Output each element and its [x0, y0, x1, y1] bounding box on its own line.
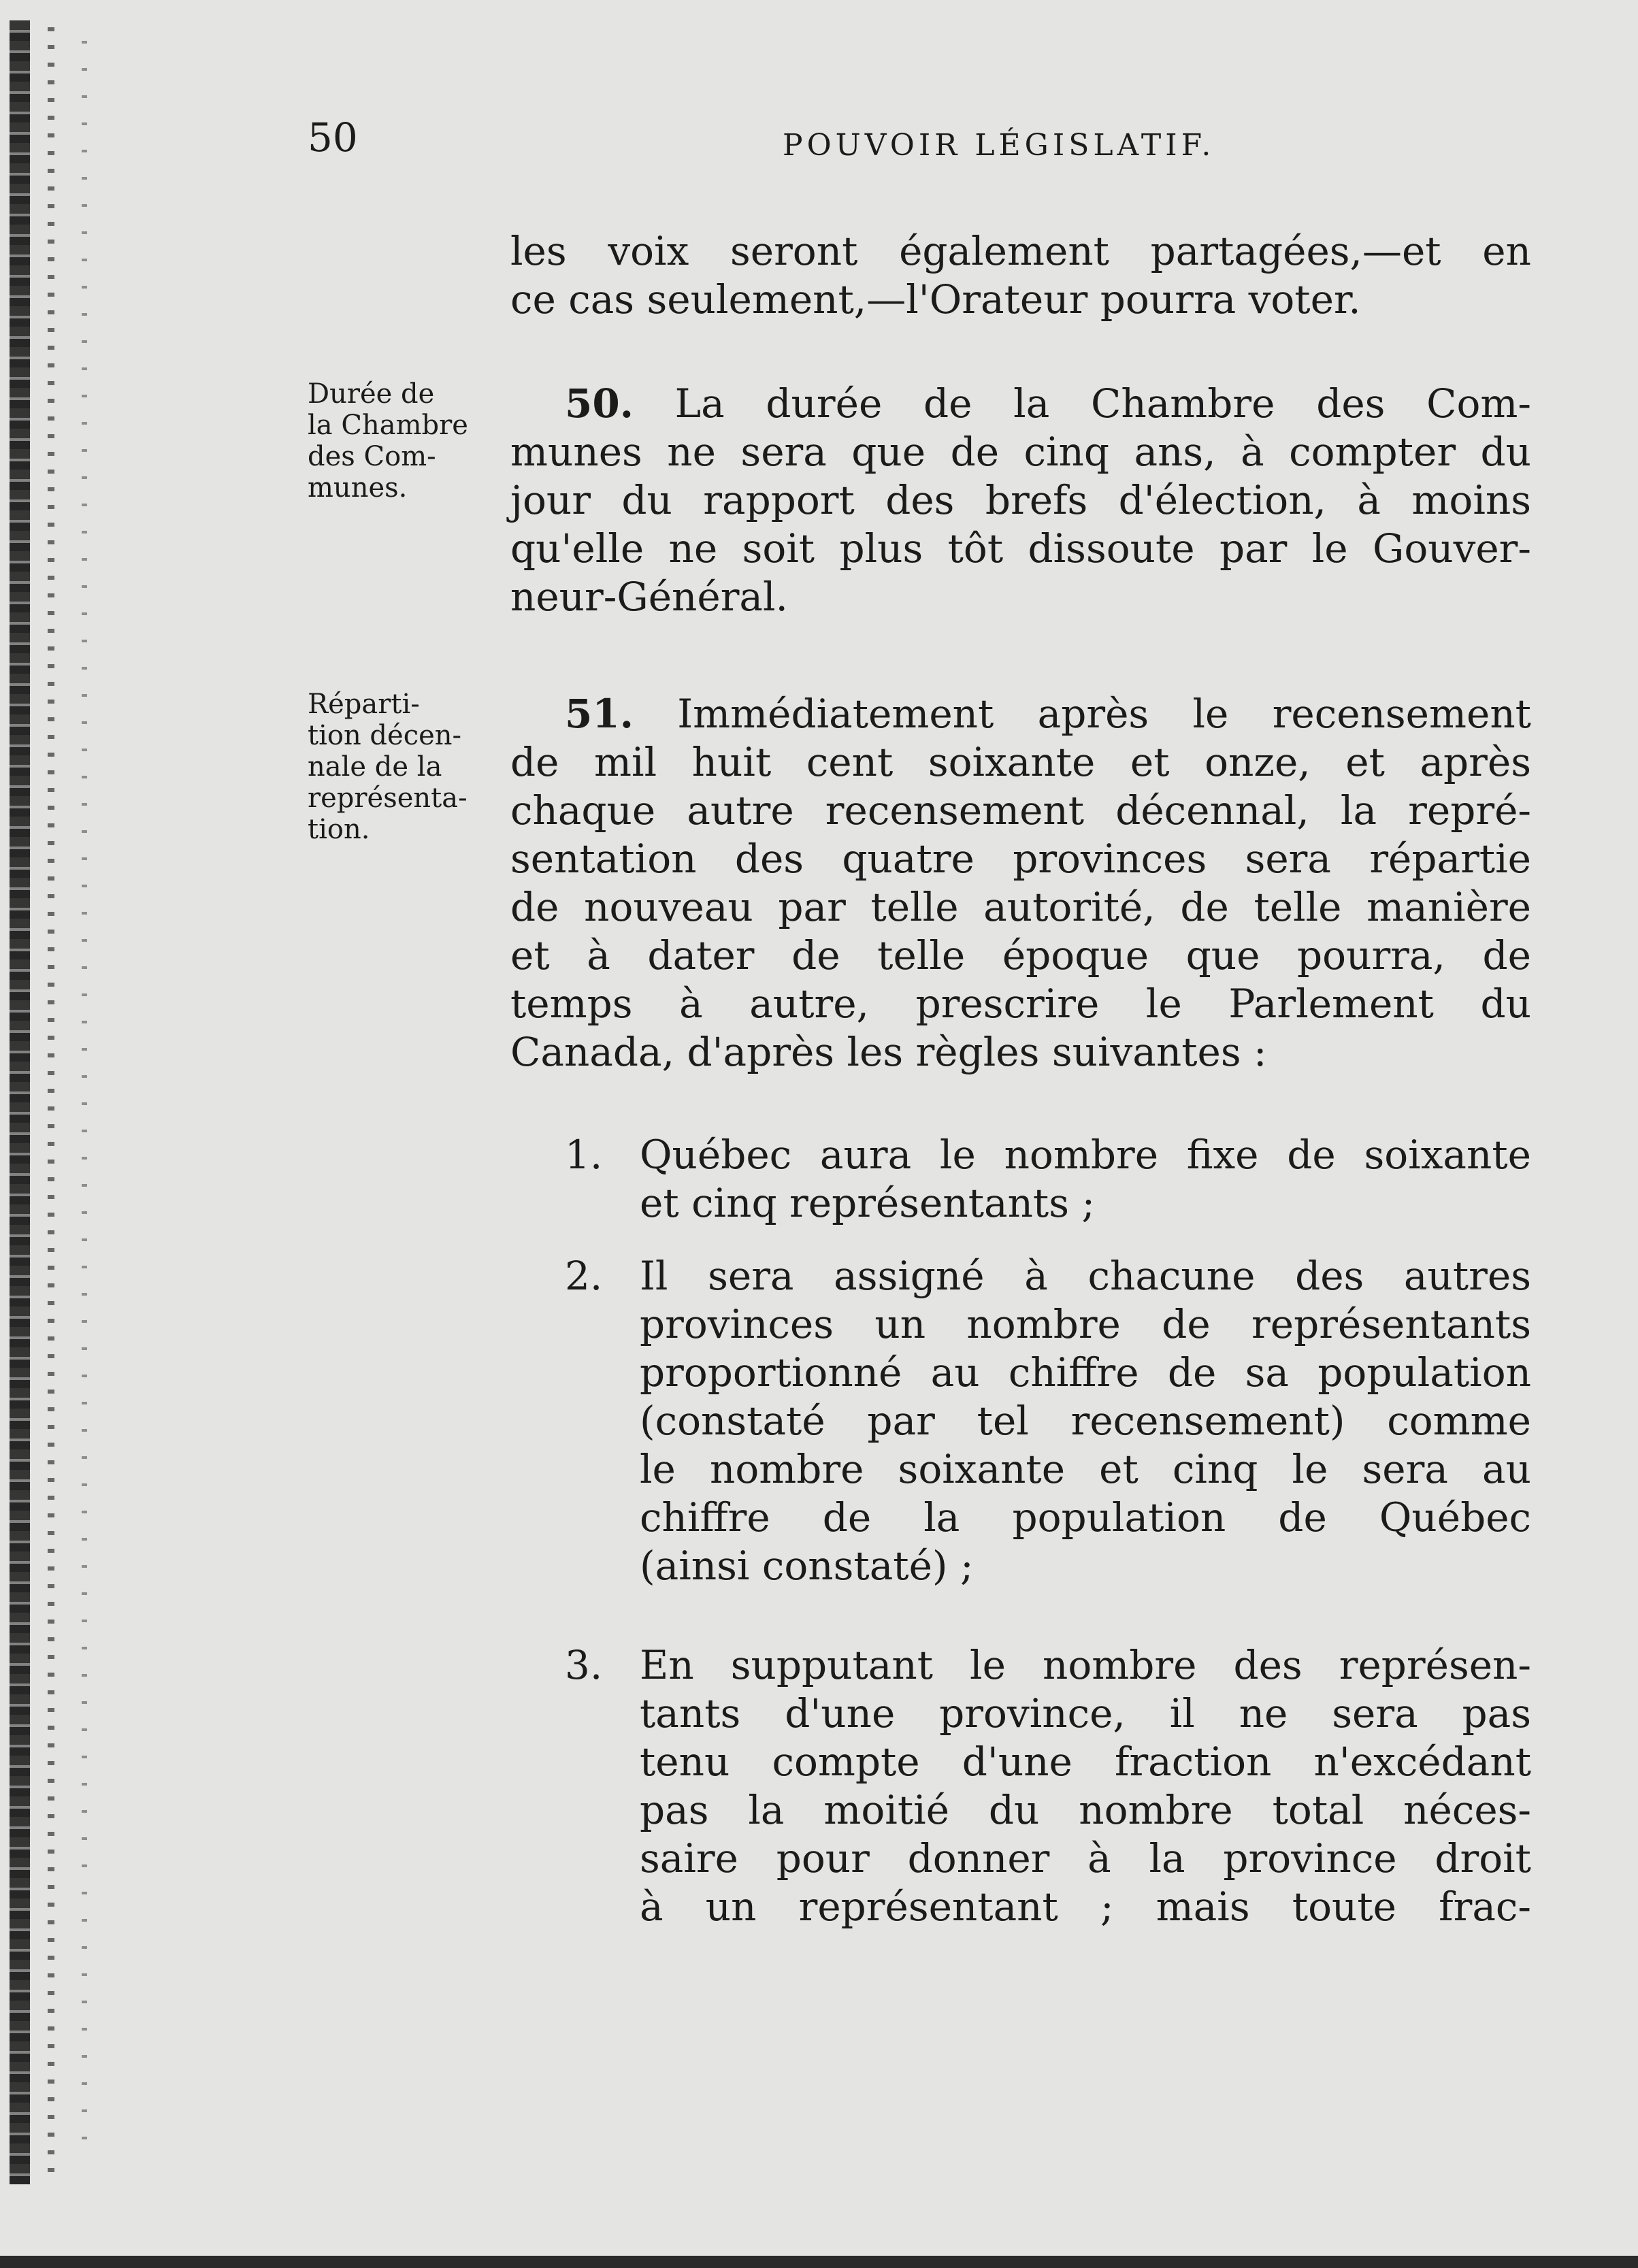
text-line: à un représentant ; mais toute frac- [640, 1884, 1531, 1930]
sidenote-line: représenta- [308, 783, 468, 814]
text-line: provinces un nombre de représentants [640, 1301, 1531, 1347]
text-line: (constaté par tel recensement) comme [640, 1398, 1531, 1444]
article-51 [510, 690, 1531, 1077]
text-line: ce cas seulement,—l'Orateur pourra voter. [510, 276, 1361, 323]
sidenote-line: tion. [308, 814, 370, 845]
sidenote-article-50 [308, 378, 498, 504]
text-line: neur-Général. [510, 574, 788, 620]
sidenote-line: nale de la [308, 751, 442, 783]
binding-edge-marks [48, 27, 54, 2177]
text-line: qu'elle ne soit plus tôt dissoute par le Gouver- [510, 525, 1531, 572]
rule-number: 3. [565, 1642, 603, 1688]
text-line: et cinq représentants ; [640, 1180, 1095, 1226]
page-number: 50 [308, 114, 358, 161]
text-line: chaque autre recensement décennal, la repré- [510, 787, 1531, 834]
sidenote-article-51 [308, 689, 498, 845]
text-line: Canada, d'après les règles suivantes : [510, 1029, 1267, 1075]
sidenote-line: Réparti- [308, 689, 420, 720]
sidenote-line: munes. [308, 472, 408, 504]
text-line: les voix seront également partagées,—et en [510, 228, 1531, 274]
binding-edge-marks [82, 41, 87, 2164]
binding-edge [10, 20, 30, 2184]
text-line: chiffre de la population de Québec [640, 1494, 1531, 1541]
rule-3 [565, 1641, 1552, 1941]
sidenote-line: la Chambre [308, 410, 468, 441]
intro-paragraph [510, 227, 1531, 324]
rule-number: 1. [565, 1132, 603, 1178]
text-line: tenu compte d'une fraction n'excédant [640, 1739, 1531, 1785]
text-line: saire pour donner à la province droit [640, 1835, 1531, 1881]
rule-1 [565, 1131, 1552, 1233]
rule-number: 2. [565, 1253, 603, 1299]
text-line [510, 380, 1531, 428]
sidenote-line: tion décen- [308, 720, 462, 751]
running-head: POUVOIR LÉGISLATIF. [783, 128, 1215, 163]
article-text: La durée de la Chambre des Com- [674, 380, 1532, 427]
text-line: sentation des quatre provinces sera répartie [510, 836, 1531, 882]
text-line: de nouveau par telle autorité, de telle manière [510, 884, 1531, 930]
text-line: pas la moitié du nombre total néces- [640, 1787, 1531, 1833]
text-line: tants d'une province, il ne sera pas [640, 1690, 1531, 1737]
article-50 [510, 380, 1531, 621]
text-line: de mil huit cent soixante et onze, et après [510, 739, 1531, 785]
text-line: munes ne sera que de cinq ans, à compter du [510, 429, 1531, 475]
text-line: temps à autre, prescrire le Parlement du [510, 981, 1531, 1027]
text-line: et à dater de telle époque que pourra, de [510, 932, 1531, 979]
text-line: Il sera assigné à chacune des autres [640, 1253, 1531, 1299]
text-line [510, 690, 1531, 738]
text-line: jour du rapport des brefs d'élection, à moins [510, 477, 1531, 523]
sidenote-line: des Com- [308, 441, 436, 472]
scan-bottom-edge [0, 2256, 1638, 2268]
text-line: proportionné au chiffre de sa population [640, 1349, 1531, 1396]
text-line: (ainsi constaté) ; [640, 1543, 974, 1589]
text-line: Québec aura le nombre fixe de soixante [640, 1132, 1531, 1178]
sidenote-line: Durée de [308, 378, 435, 410]
rule-2 [565, 1252, 1552, 1606]
article-number: 50. [565, 380, 634, 427]
article-text: Immédiatement après le recensement [677, 691, 1531, 737]
article-number: 51. [565, 691, 634, 737]
text-line: En supputant le nombre des représen- [640, 1642, 1531, 1688]
text-line: le nombre soixante et cinq le sera au [640, 1446, 1531, 1492]
